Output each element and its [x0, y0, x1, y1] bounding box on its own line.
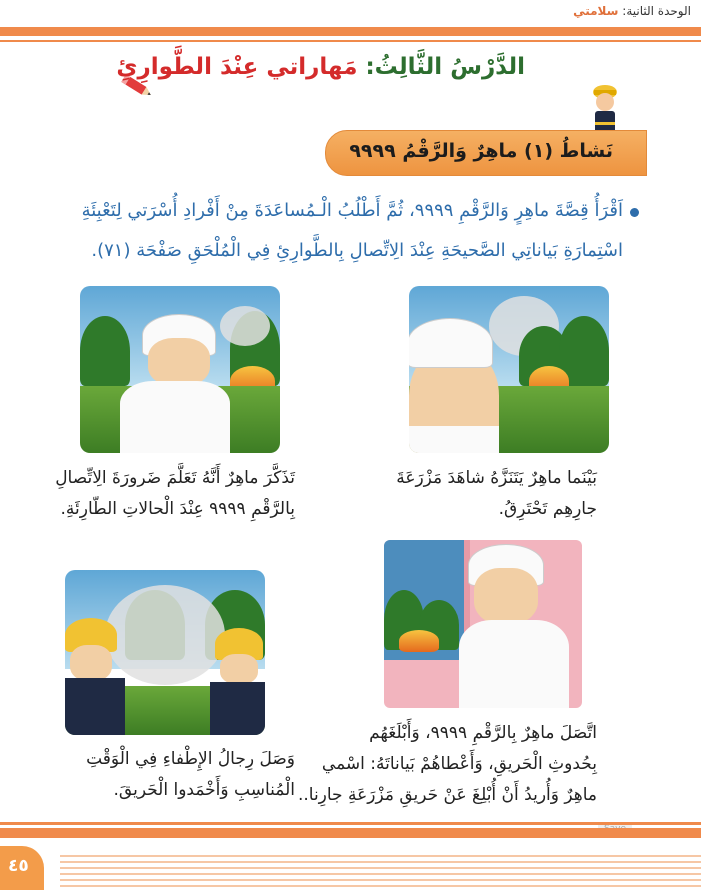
- footer-stripe-thin: [0, 822, 701, 825]
- caption-1-line-1: بَيْنَما ماهِرٌ يَتَنَزَّهُ شاهَدَ مَزْرَعَةَ: [396, 468, 597, 488]
- page-number: ٤٥: [8, 856, 29, 876]
- caption-4-line-2: الْمُناسِبِ وَأَخْمَدوا الْحَريقَ.: [113, 780, 295, 800]
- story-caption-1: [317, 463, 597, 525]
- caption-2-line-2: بِالرَّقْمِ ٩٩٩٩ عِنْدَ الْحالاتِ الطّارِئَةِ.: [60, 499, 295, 519]
- bullet-icon: [630, 208, 639, 217]
- caption-3-line-1: اتَّصَلَ ماهِرٌ بِالرَّقْمِ ٩٩٩٩، وَأَبْلَغَهُم: [369, 723, 597, 743]
- story-image-4: [65, 570, 265, 735]
- footer-lines: [60, 855, 701, 890]
- unit-label: الوحدة الثانية:: [622, 4, 691, 18]
- caption-3-line-3: ماهِرٌ وَأُريدُ أَنْ أُبْلِغَ عَنْ حَريقِ مَزْرَعَةِ جارِنا..: [297, 785, 597, 805]
- unit-title: [573, 4, 691, 18]
- story-caption-2: [5, 463, 295, 525]
- story-image-2: [80, 286, 280, 453]
- header-stripe-thin: [0, 40, 701, 42]
- footer-stripe: [0, 828, 701, 838]
- caption-3-line-2: بِحُدوثِ الْحَريقِ، وَأَعْطاهُمْ بَياناتَهُ: اسْمي: [321, 754, 597, 774]
- intro-line-2: اسْتِمارَةِ بَياناتِي الصَّحيحَةِ عِنْدَ الِاتِّصالِ بِالطَّوارِئِ فِي الْمُلْحَقِ صَفْحَة (٧١).: [91, 240, 623, 261]
- intro-line-1: اَقْرَأُ قِصَّةَ ماهِرٍ وَالرَّقْمِ ٩٩٩٩، ثُمَّ أَطْلُبُ الْـمُساعَدَةَ مِنْ أَفْرادِ أُسْرَتي لِتَعْبِئَةِ: [81, 200, 623, 221]
- caption-4-line-1: وَصَلَ رِجالُ الإِطْفاءِ فِي الْوَقْتِ: [86, 749, 295, 769]
- story-image-3: [384, 540, 582, 708]
- lesson-label: الدَّرْسُ الثَّالِثُ:: [365, 54, 525, 80]
- header-stripe: [0, 27, 701, 36]
- caption-1-line-2: جارِهِم تَحْتَرِقُ.: [498, 499, 597, 519]
- unit-name: سلامتي: [573, 4, 619, 18]
- caption-2-line-1: تَذَكَّرَ ماهِرٌ أَنَّهُ تَعَلَّمَ ضَرورَةَ الِاتِّصالِ: [55, 468, 295, 488]
- story-image-1: [409, 286, 609, 453]
- lesson-title: [116, 54, 525, 80]
- activity-title: نَشاطُ (١) ماهِرٌ وَالرَّقْمُ ٩٩٩٩: [349, 140, 613, 162]
- story-caption-4: [5, 744, 295, 806]
- lesson-name: مَهاراتي عِنْدَ الطَّوارِئِ: [116, 54, 358, 80]
